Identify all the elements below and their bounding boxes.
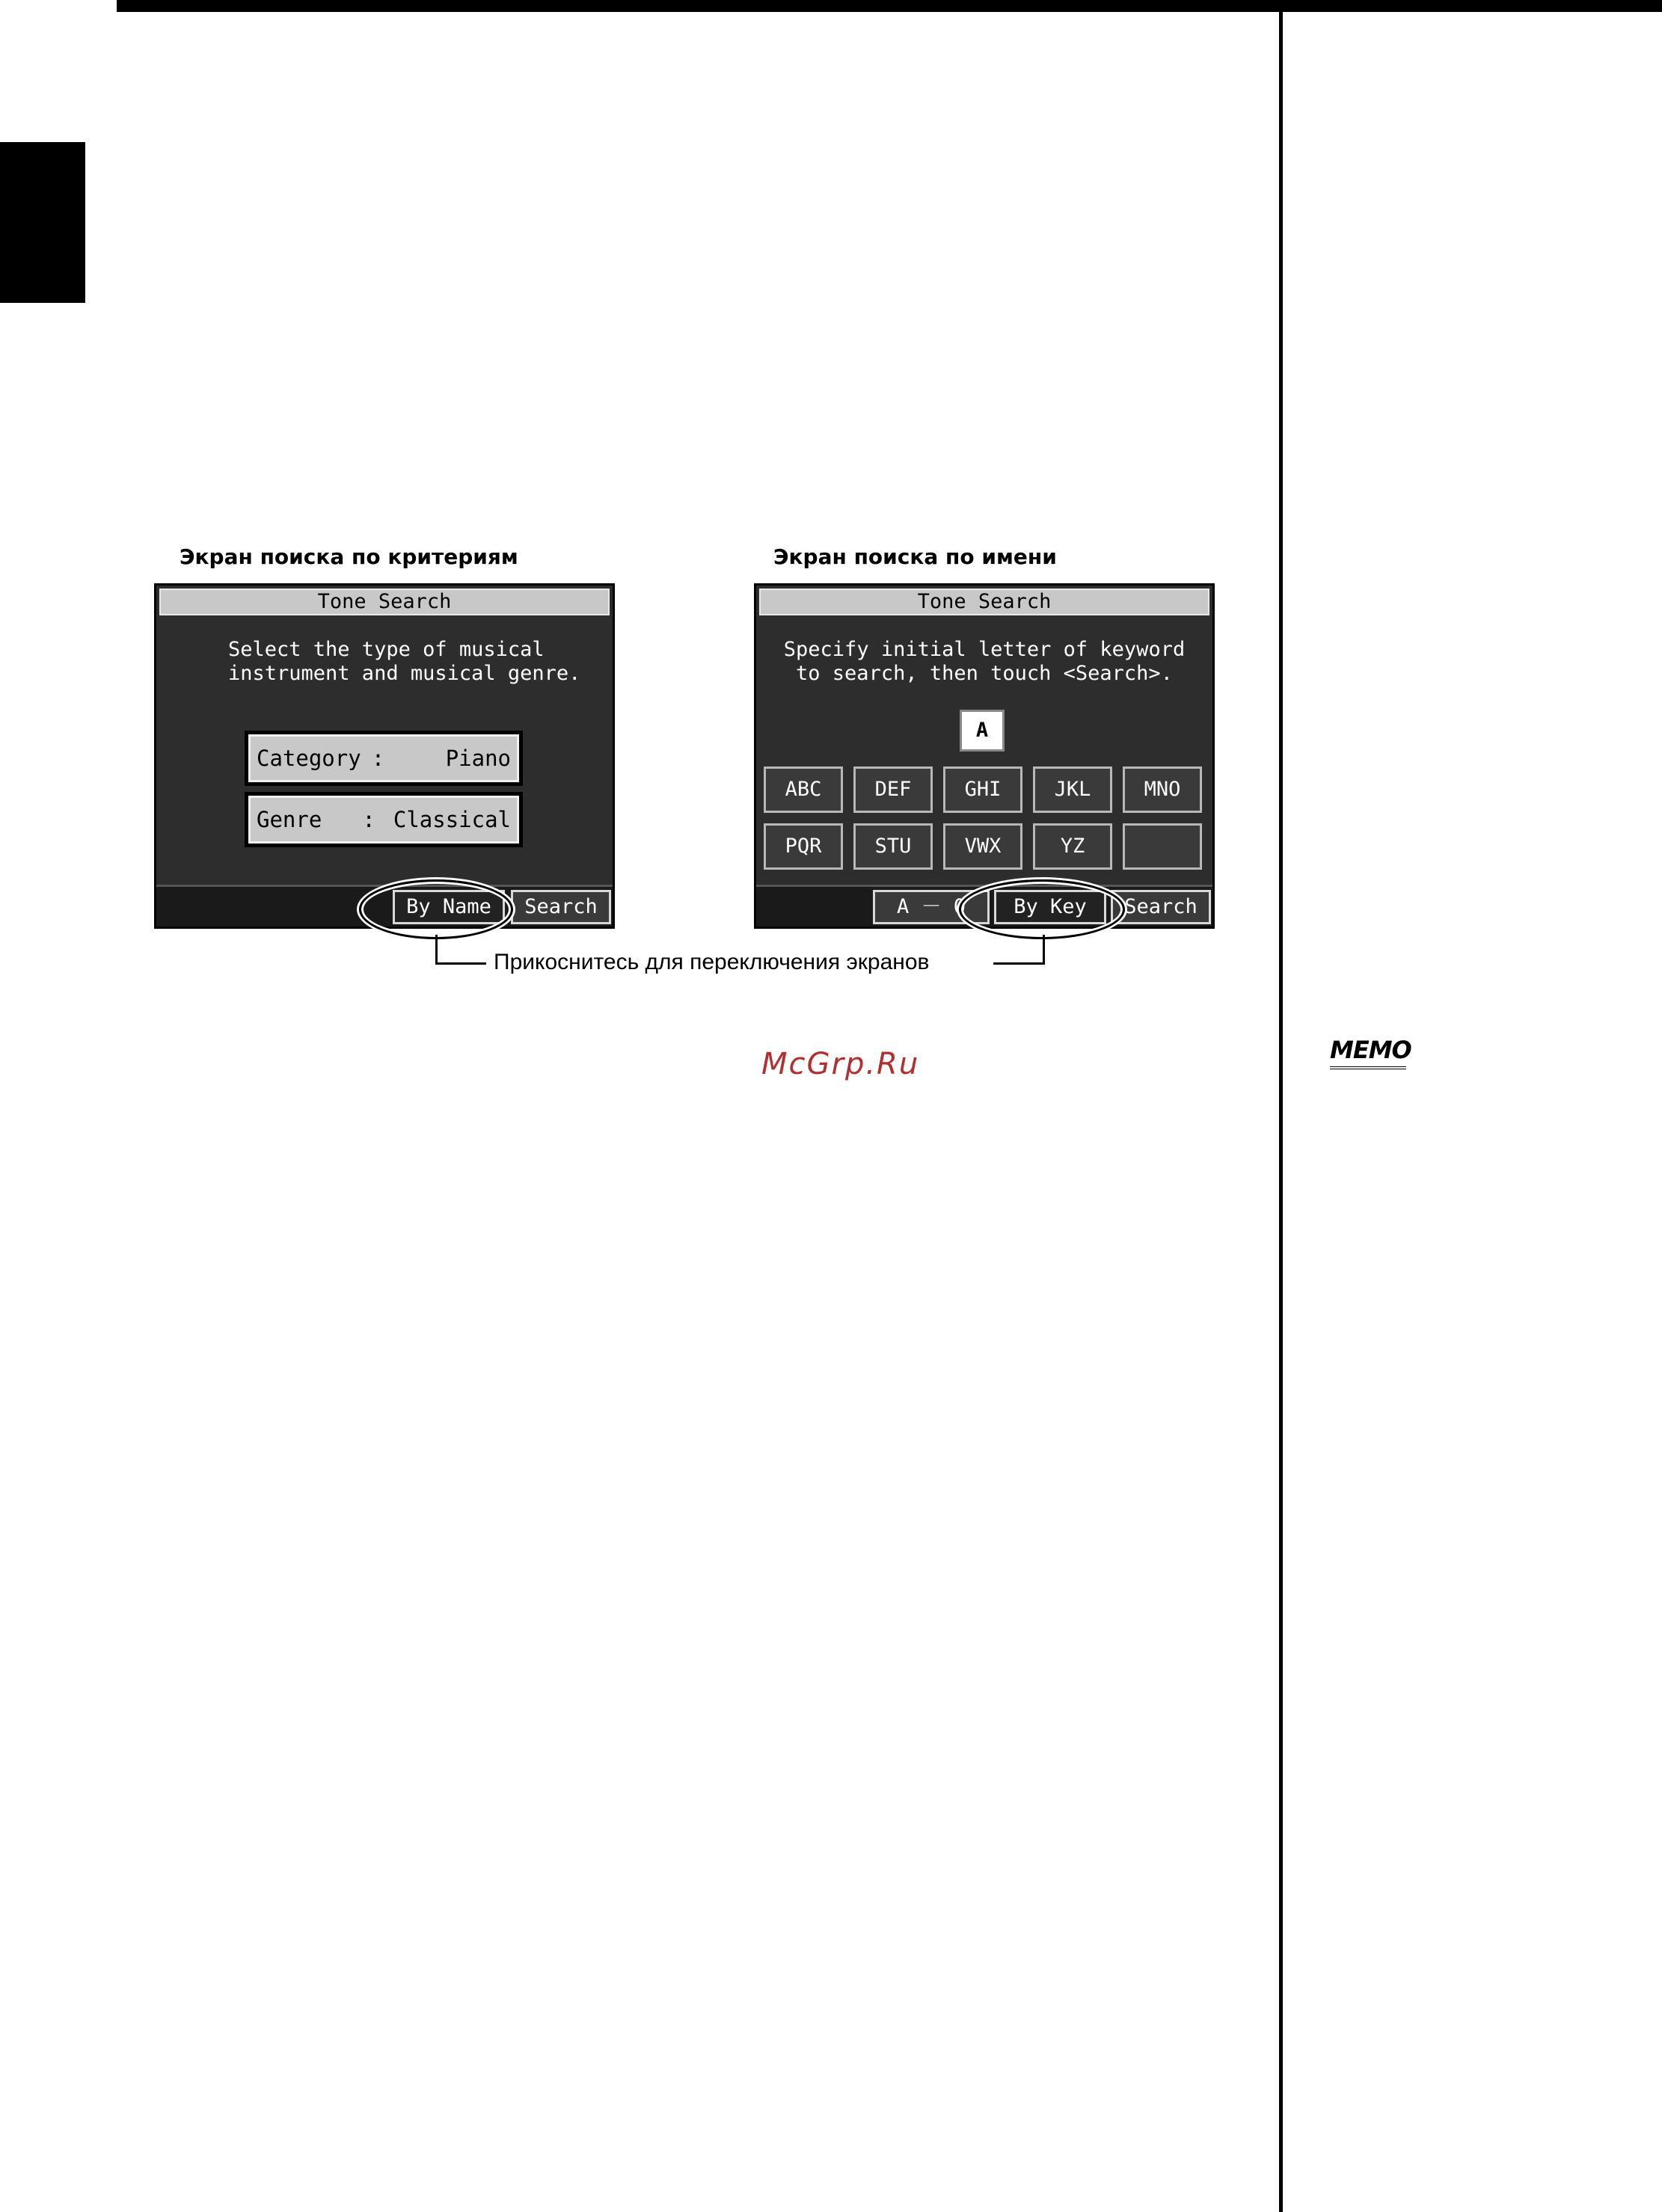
margin-rule — [1279, 12, 1283, 2212]
search-button[interactable]: Search — [1111, 890, 1211, 924]
key-mno[interactable]: MNO — [1123, 766, 1202, 813]
name-screen-caption: Экран поиска по имени — [773, 544, 1057, 569]
screen-message: Specify initial letter of keyword to search, then touch <Search>. — [783, 638, 1186, 685]
search-button[interactable]: Search — [511, 890, 611, 924]
genre-separator: : — [362, 807, 375, 832]
connector-right — [1043, 935, 1045, 963]
category-field[interactable] — [245, 731, 523, 786]
screen-title: Tone Search — [759, 589, 1209, 615]
switch-screens-note: Прикоснитесь для переключения экранов — [494, 950, 930, 974]
key-pqr[interactable]: PQR — [764, 823, 843, 870]
connector-left — [435, 935, 438, 963]
genre-value: Classical — [393, 807, 511, 832]
category-label: Category — [257, 746, 361, 771]
screen-title: Tone Search — [159, 589, 610, 615]
selected-letter-box: A — [960, 710, 1005, 752]
genre-label: Genre — [257, 807, 322, 832]
key-jkl[interactable]: JKL — [1033, 766, 1112, 813]
connector-bar-right — [993, 962, 1045, 965]
genre-field[interactable] — [245, 792, 523, 847]
a-0-button[interactable]: A － 0 — [873, 890, 990, 924]
category-separator: : — [371, 746, 385, 771]
category-value: Piano — [445, 746, 511, 771]
chapter-tab — [0, 142, 85, 303]
key-vwx[interactable]: VWX — [943, 823, 1022, 870]
screen-bottom-bar — [756, 885, 1212, 927]
key-abc[interactable]: ABC — [764, 766, 843, 813]
key-yz[interactable]: YZ — [1033, 823, 1112, 870]
key-def[interactable]: DEF — [853, 766, 933, 813]
key-stu[interactable]: STU — [853, 823, 933, 870]
screen-message: Select the type of musical instrument and musical genre. — [228, 638, 581, 685]
key-ghi[interactable]: GHI — [943, 766, 1022, 813]
criteria-search-screen — [154, 583, 615, 929]
key-blank[interactable] — [1123, 823, 1202, 870]
memo-icon: MEMO — [1330, 1036, 1406, 1069]
watermark: McGrp.Ru — [761, 1047, 920, 1081]
by-name-button[interactable]: By Name — [393, 890, 505, 924]
top-rule — [117, 0, 1662, 12]
name-search-screen — [754, 583, 1215, 929]
connector-bar-left — [435, 962, 486, 965]
by-key-button[interactable]: By Key — [994, 890, 1106, 924]
screen-bottom-bar — [156, 885, 613, 927]
criteria-screen-caption: Экран поиска по критериям — [180, 544, 518, 569]
